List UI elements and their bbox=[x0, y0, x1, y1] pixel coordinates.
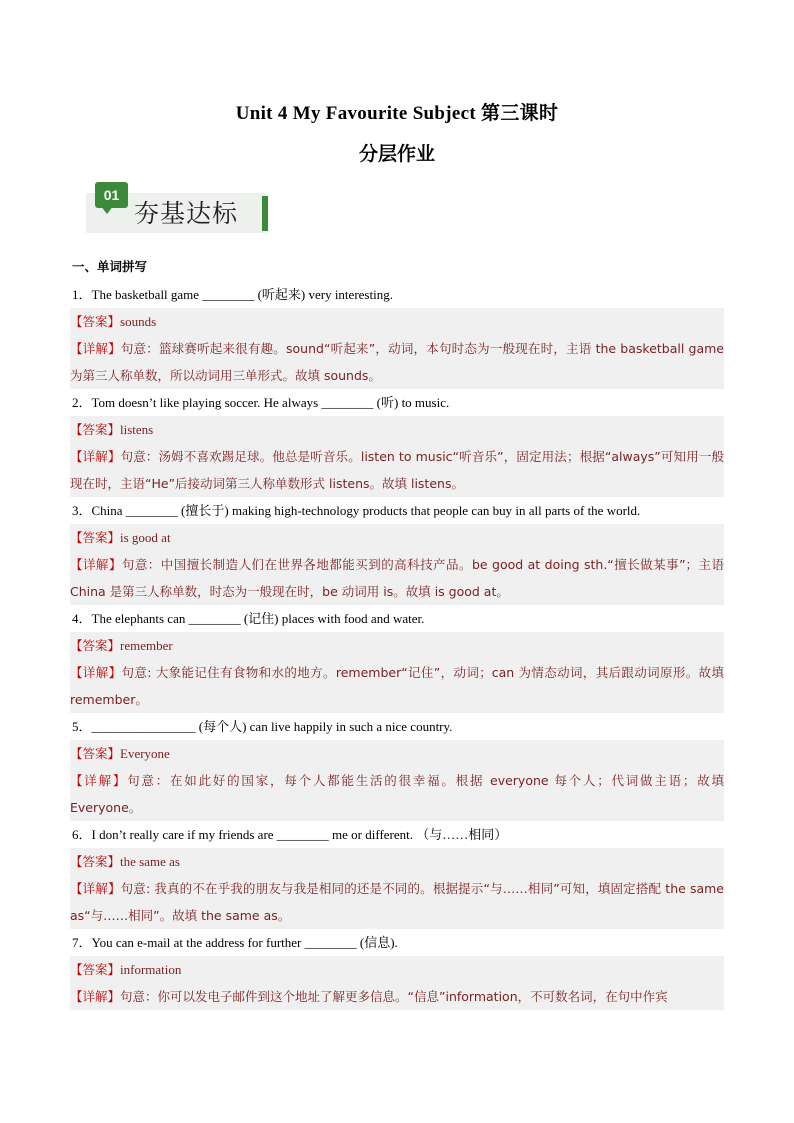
detail-tag: 【详解】 bbox=[70, 341, 121, 356]
badge-number: 01 bbox=[103, 187, 120, 203]
question-text: 3．China ________ (擅长于) making high-technology products that people can buy in all parts of the world. bbox=[72, 503, 641, 518]
answer-line bbox=[70, 956, 724, 983]
question-text: 5．________________ (每个人) can live happily in such a nice country. bbox=[72, 719, 453, 734]
detail-text: 句意：在如此好的国家，每个人都能生活的很幸福。根据 everyone 每个人；代词做主语；故填 Everyone。 bbox=[70, 773, 724, 815]
detail-text: 句意: 大象能记住有食物和水的地方。remember“记住”，动词；can 为情态动词，其后跟动词原形。故填 remember。 bbox=[70, 665, 724, 707]
answer-line bbox=[70, 416, 724, 443]
detail-tag: 【详解】 bbox=[70, 773, 128, 788]
answer-tag: 【答案】 bbox=[70, 962, 121, 977]
answer-value: listens bbox=[120, 422, 154, 437]
answer-tag: 【答案】 bbox=[70, 854, 121, 869]
answer-block bbox=[70, 956, 724, 1010]
answer-line bbox=[70, 308, 724, 335]
section-heading: 一、单词拼写 bbox=[72, 259, 148, 274]
detail-tag: 【详解】 bbox=[70, 665, 122, 680]
section-badge bbox=[86, 178, 276, 236]
answer-line bbox=[70, 632, 724, 659]
answer-value: Everyone bbox=[120, 746, 170, 761]
answer-value: sounds bbox=[120, 314, 157, 329]
detail-line bbox=[70, 767, 724, 821]
badge-accent-bar bbox=[262, 196, 268, 231]
detail-text: 句意：中国擅长制造人们在世界各地都能买到的高科技产品。be good at doing sth.“擅长做某事”；主语 China 是第三人称单数，时态为一般现在时，be 动词用 is。故填 is good at。 bbox=[70, 557, 724, 599]
question-text: 7．You can e-mail at the address for further ________ (信息). bbox=[72, 935, 398, 950]
detail-text: 句意: 我真的不在乎我的朋友与我是相同的还是不同的。根据提示“与……相同”可知，填固定搭配 the same as“与……相同”。故填 the same as。 bbox=[70, 881, 724, 923]
detail-line bbox=[70, 551, 724, 605]
answer-block bbox=[70, 524, 724, 605]
detail-tag: 【详解】 bbox=[70, 557, 122, 572]
question-text: 6．I don’t really care if my friends are ________ me or different. （与……相同） bbox=[72, 827, 508, 842]
answer-tag: 【答案】 bbox=[70, 422, 121, 437]
answer-line bbox=[70, 740, 724, 767]
question-list bbox=[70, 281, 724, 1010]
answer-tag: 【答案】 bbox=[70, 530, 121, 545]
answer-value: information bbox=[120, 962, 182, 977]
answer-tag: 【答案】 bbox=[70, 638, 121, 653]
detail-line bbox=[70, 335, 724, 389]
detail-text: 句意：你可以发电子邮件到这个地址了解更多信息。“信息”information，不可数名词，在句中作宾 bbox=[120, 989, 668, 1004]
answer-value: remember bbox=[120, 638, 173, 653]
question-text: 4．The elephants can ________ (记住) places with food and water. bbox=[72, 611, 425, 626]
answer-tag: 【答案】 bbox=[70, 746, 121, 761]
answer-line bbox=[70, 848, 724, 875]
detail-text: 句意：汤姆不喜欢踢足球。他总是听音乐。listen to music“听音乐”，固定用法；根据“always”可知用一般现在时，主语“He”后接动词第三人称单数形式 listens。故填 listens。 bbox=[70, 449, 724, 491]
detail-tag: 【详解】 bbox=[70, 449, 121, 464]
answer-value: is good at bbox=[120, 530, 171, 545]
answer-block bbox=[70, 308, 724, 389]
detail-line bbox=[70, 875, 724, 929]
question-text: 2．Tom doesn’t like playing soccer. He always ________ (听) to music. bbox=[72, 395, 450, 410]
detail-line bbox=[70, 983, 724, 1010]
question-text: 1．The basketball game ________ (听起来) very interesting. bbox=[72, 287, 393, 302]
detail-tag: 【详解】 bbox=[70, 881, 121, 896]
detail-text: 句意：篮球赛听起来很有趣。sound“听起来”，动词，本句时态为一般现在时，主语 the basketball game 为第三人称单数，所以动词用三单形式。故填 sounds。 bbox=[70, 341, 724, 383]
page-subtitle: 分层作业 bbox=[358, 143, 435, 165]
answer-value: the same as bbox=[120, 854, 180, 869]
answer-block bbox=[70, 632, 724, 713]
answer-block bbox=[70, 740, 724, 821]
answer-block bbox=[70, 416, 724, 497]
badge-label: 夯基达标 bbox=[134, 199, 239, 228]
detail-tag: 【详解】 bbox=[70, 989, 121, 1004]
page-title: Unit 4 My Favourite Subject 第三课时 bbox=[235, 103, 559, 124]
detail-line bbox=[70, 659, 724, 713]
detail-line bbox=[70, 443, 724, 497]
answer-tag: 【答案】 bbox=[70, 314, 121, 329]
answer-line bbox=[70, 524, 724, 551]
answer-block bbox=[70, 848, 724, 929]
